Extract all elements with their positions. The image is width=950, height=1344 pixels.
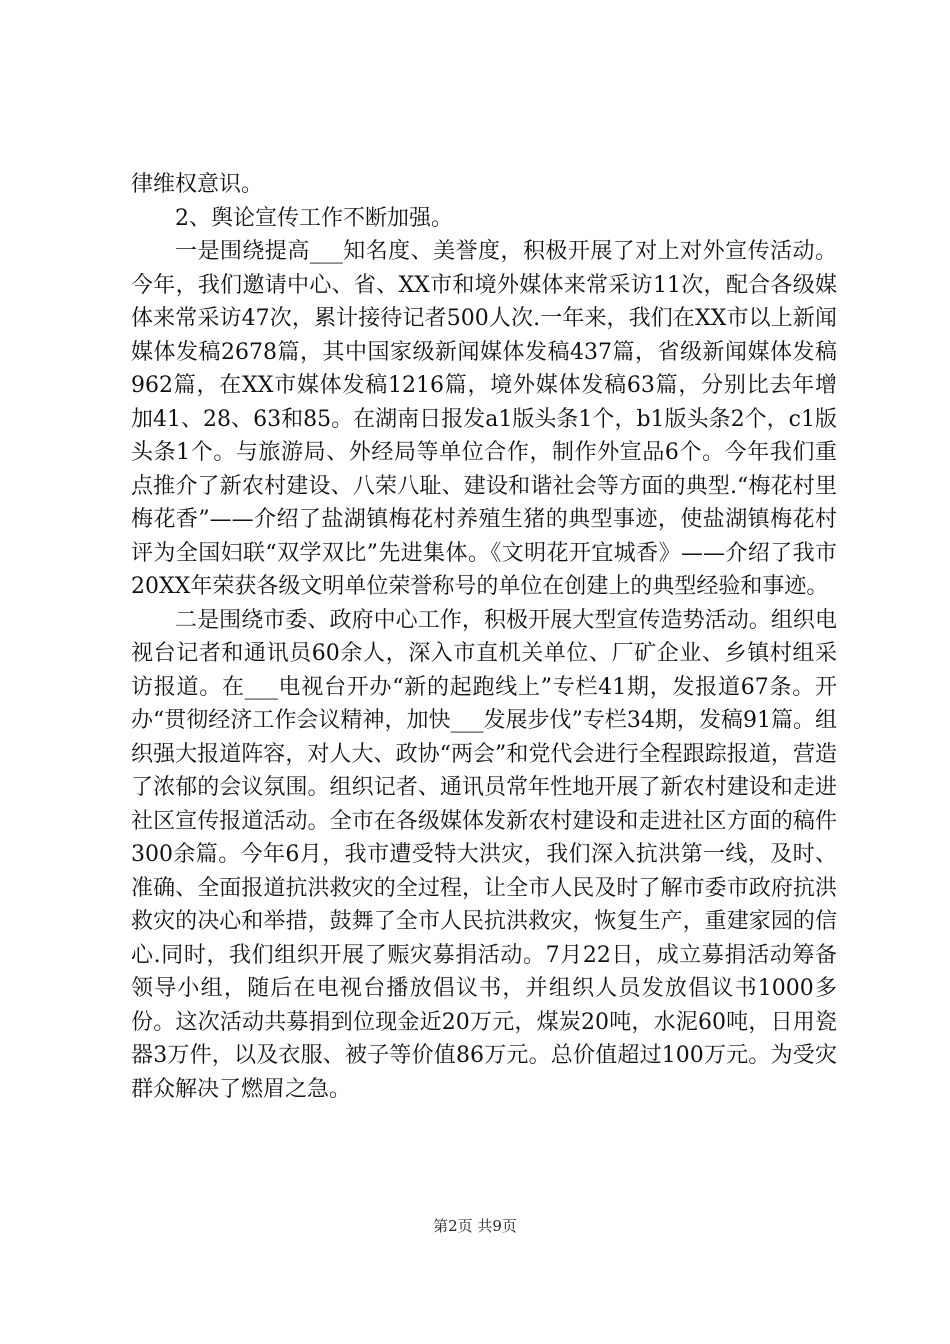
paragraph-continuation: 律维权意识。: [131, 172, 264, 197]
paragraph-external-publicity: 一是围绕提高___知名度、美誉度，积极开展了对上对外宣传活动。今年，我们邀请中心、省、XX市和境外媒体来常采访11次，配合各级媒体来常采访47次，累计接待记者500人次.一年来，我们在XX市以上新闻媒体发稿2678篇，其中国家级新闻媒体发稿437篇，省级新闻媒体发稿962篇，在XX市媒体发稿1216篇，境外媒体发稿63篇，分别比去年增加41、28、63和85。在湖南日报发a1版头条1个，b1版头条2个，c1版头条1个。与旅游局、外经局等单位合作，制作外宣品6个。今年我们重点推介了新农村建设、八荣八耻、建设和谐社会等方面的典型.“梅花村里梅花香”——介绍了盐湖镇梅花村养殖生猪的典型事迹，使盐湖镇梅花村评为全国妇联“双学双比”先进集体。《文明花开宜城香》——介绍了我市20XX年荣获各级文明单位荣誉称号的单位在创建上的典型经验和事迹。: [131, 239, 837, 599]
page-footer: [0, 1215, 950, 1236]
paragraph-central-work-publicity: 二是围绕市委、政府中心工作，积极开展大型宣传造势活动。组织电视台记者和通讯员60余人，深入市直机关单位、厂矿企业、乡镇村组采访报道。在___电视台开办“新的起跑线上”专栏41期，发报道67条。开办“贯彻经济工作会议精神，加快___发展步伐”专栏34期，发稿91篇。组织强大报道阵容，对人大、政协“两会”和党代会进行全程跟踪报道，营造了浓郁的会议氛围。组织记者、通讯员常年性地开展了新农村建设和走进社区宣传报道活动。全市在各级媒体发新农村建设和走进社区方面的稿件300余篇。今年6月，我市遭受特大洪灾，我们深入抗洪第一线，及时、准确、全面报道抗洪救灾的全过程，让全市人民及时了解市委市政府抗洪救灾的决心和举措，鼓舞了全市人民抗洪救灾，恢复生产，重建家园的信心.同时，我们组织开展了赈灾募捐活动。7月22日，成立募捐活动筹备领导小组，随后在电视台播放倡议书，并组织人员发放倡议书1000多份。这次活动共募捐到位现金近20万元，煤炭20吨，水泥60吨，日用瓷器3万件，以及衣服、被子等价值86万元。总价值超过100万元。为受灾群众解决了燃眉之急。: [131, 607, 837, 1102]
document-body: [131, 168, 837, 1106]
page-number: 第2页 共9页: [433, 1217, 517, 1235]
section-heading: 2、舆论宣传工作不断加强。: [175, 205, 453, 231]
